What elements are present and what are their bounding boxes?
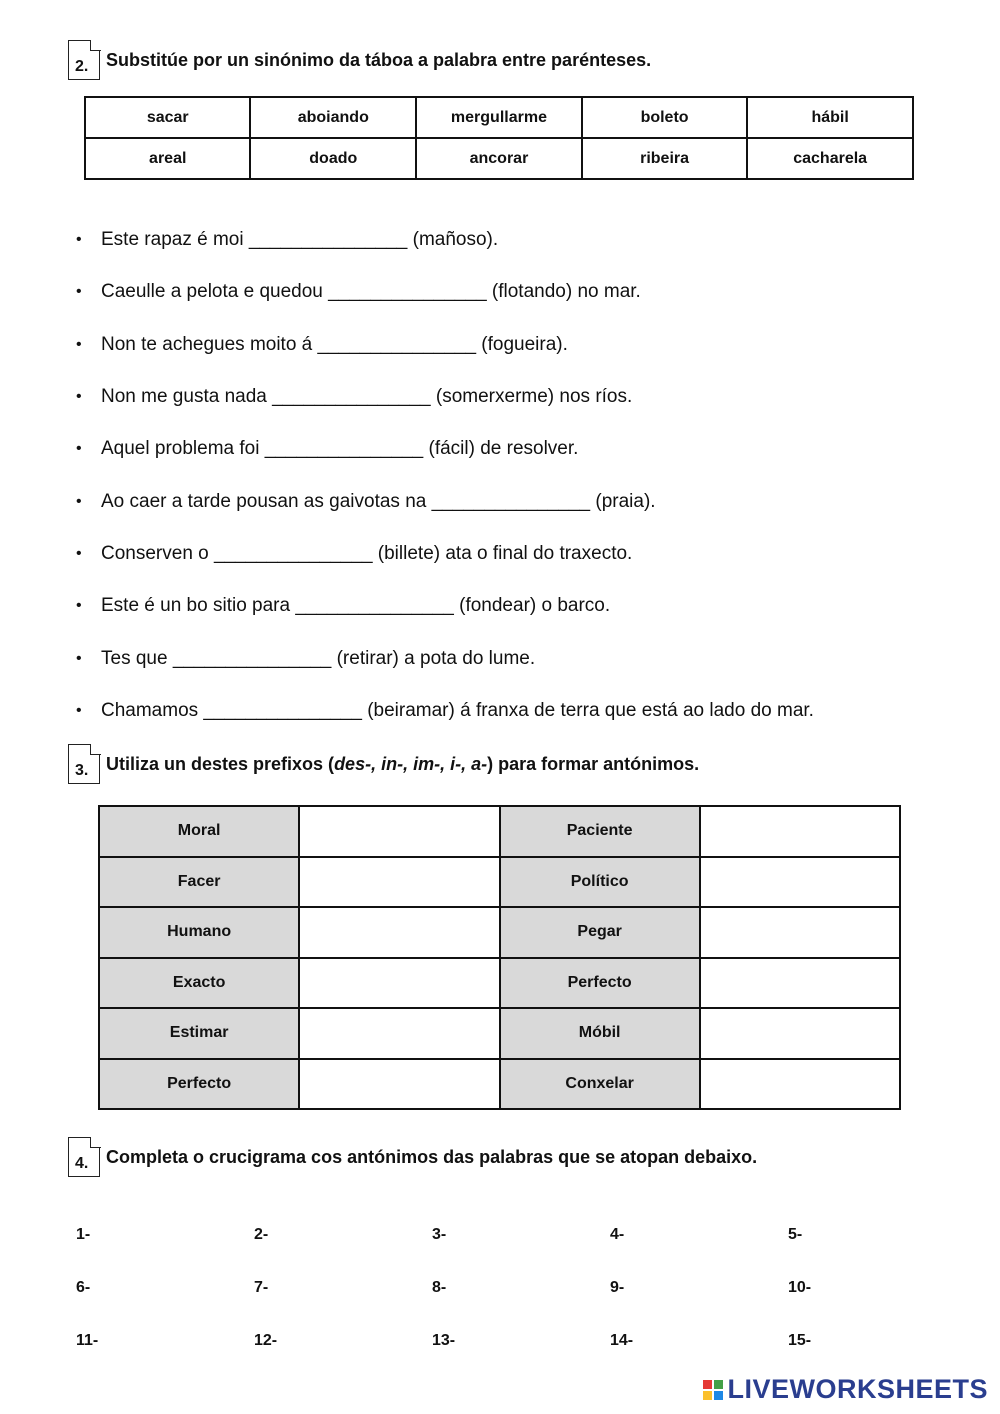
logo-square [714, 1380, 723, 1389]
antonym-answer-field[interactable] [700, 1008, 900, 1059]
antonym-answer-field[interactable] [700, 857, 900, 908]
section-number: 2. [75, 58, 89, 75]
synonym-row [85, 138, 913, 179]
brand-name: LIVEWORKSHEETS [727, 1374, 988, 1404]
section-title [106, 754, 699, 775]
antonym-table [98, 805, 901, 1110]
logo-square [703, 1380, 712, 1389]
crossword-clue-number: 5- [788, 1225, 803, 1243]
antonym-row [99, 857, 900, 908]
antonym-row [99, 806, 900, 857]
logo-square [703, 1391, 712, 1400]
sentence-item [76, 580, 814, 632]
sentence-item [76, 528, 814, 580]
synonym-cell: cacharela [747, 138, 913, 179]
sentence-item [76, 371, 814, 423]
liveworksheets-logo-icon [703, 1380, 723, 1400]
sentence-text: Caeulle a pelota e quedou _______________ (flotando) no mar. [101, 281, 641, 303]
crossword-clue-number: 8- [432, 1278, 447, 1296]
antonym-answer-field[interactable] [299, 806, 499, 857]
antonym-word: Conxelar [500, 1059, 700, 1110]
bullet-icon: • [76, 231, 82, 249]
document-icon [68, 744, 100, 784]
antonym-answer-field[interactable] [700, 958, 900, 1009]
title-prefixes: des-, in-, im-, i-, a- [334, 753, 488, 774]
antonym-word: Estimar [99, 1008, 299, 1059]
bullet-icon: • [76, 649, 82, 667]
crossword-clue-number: 11- [76, 1331, 99, 1349]
sentence-item [76, 685, 814, 737]
antonym-row [99, 958, 900, 1009]
crossword-clue-grid [76, 1208, 966, 1367]
sentence-text: Ao caer a tarde pousan as gaivotas na _______________ (praia). [101, 490, 656, 512]
crossword-clue-number: 4- [610, 1225, 625, 1243]
sentence-list [76, 214, 814, 737]
sentence-item [76, 319, 814, 371]
sentence-text: Non te achegues moito á _______________ (fogueira). [101, 333, 568, 355]
synonym-cell: aboiando [250, 97, 416, 138]
brand-footer[interactable] [703, 1374, 988, 1405]
bullet-icon: • [76, 440, 82, 458]
synonym-cell: hábil [747, 97, 913, 138]
antonym-answer-field[interactable] [299, 857, 499, 908]
crossword-clue-number: 13- [432, 1331, 456, 1349]
antonym-row [99, 1008, 900, 1059]
section-number: 4. [75, 1155, 89, 1172]
sentence-text: Conserven o _______________ (billete) ata o final do traxecto. [101, 542, 633, 564]
antonym-word: Perfecto [99, 1059, 299, 1110]
antonym-row [99, 907, 900, 958]
sentence-item [76, 266, 814, 318]
document-icon [68, 40, 100, 80]
title-text: Utiliza un destes prefixos ( [106, 753, 335, 774]
crossword-clue-number: 14- [610, 1331, 634, 1349]
section-3-heading [68, 744, 699, 784]
antonym-answer-field[interactable] [299, 907, 499, 958]
document-icon [68, 1137, 100, 1177]
antonym-word: Moral [99, 806, 299, 857]
sentence-item [76, 475, 814, 527]
bullet-icon: • [76, 492, 82, 510]
synonym-table [84, 96, 914, 180]
sentence-text: Este rapaz é moi _______________ (mañoso). [101, 229, 499, 251]
antonym-answer-field[interactable] [700, 907, 900, 958]
bullet-icon: • [76, 597, 82, 615]
bullet-icon: • [76, 544, 82, 562]
antonym-word: Humano [99, 907, 299, 958]
section-number: 3. [75, 762, 89, 779]
antonym-word: Móbil [500, 1008, 700, 1059]
bullet-icon: • [76, 335, 82, 353]
crossword-clue-number: 7- [254, 1278, 269, 1296]
antonym-answer-field[interactable] [299, 1008, 499, 1059]
synonym-cell: doado [250, 138, 416, 179]
synonym-cell: sacar [85, 97, 250, 138]
antonym-word: Político [500, 857, 700, 908]
section-2-heading [68, 40, 651, 80]
synonym-cell: ancorar [416, 138, 582, 179]
synonym-cell: ribeira [582, 138, 748, 179]
sentence-item [76, 632, 814, 684]
antonym-word: Exacto [99, 958, 299, 1009]
synonym-cell: areal [85, 138, 250, 179]
bullet-icon: • [76, 701, 82, 719]
synonym-cell: mergullarme [416, 97, 582, 138]
sentence-text: Este é un bo sitio para _______________ (fondear) o barco. [101, 595, 611, 617]
antonym-row [99, 1059, 900, 1110]
sentence-text: Non me gusta nada _______________ (somerxerme) nos ríos. [101, 386, 633, 408]
antonym-answer-field[interactable] [299, 958, 499, 1009]
sentence-text: Tes que _______________ (retirar) a pota do lume. [101, 647, 536, 669]
crossword-clue-number: 6- [76, 1278, 91, 1296]
antonym-word: Pegar [500, 907, 700, 958]
antonym-answer-field[interactable] [700, 1059, 900, 1110]
section-title: Substitúe por un sinónimo da táboa a palabra entre parénteses. [106, 49, 652, 70]
synonym-cell: boleto [582, 97, 748, 138]
section-4-heading [68, 1137, 757, 1177]
title-text: ) para formar antónimos. [487, 753, 700, 774]
antonym-word: Facer [99, 857, 299, 908]
crossword-clue-number: 15- [788, 1331, 812, 1349]
sentence-item [76, 423, 814, 475]
antonym-word: Perfecto [500, 958, 700, 1009]
bullet-icon: • [76, 388, 82, 406]
crossword-clue-number: 10- [788, 1278, 812, 1296]
logo-square [714, 1391, 723, 1400]
antonym-word: Paciente [500, 806, 700, 857]
sentence-text: Chamamos _______________ (beiramar) á franxa de terra que está ao lado do mar. [101, 699, 814, 721]
crossword-clue-number: 12- [254, 1331, 278, 1349]
sentence-text: Aquel problema foi _______________ (fácil) de resolver. [101, 438, 579, 460]
antonym-answer-field[interactable] [299, 1059, 499, 1110]
crossword-clue-number: 2- [254, 1225, 269, 1243]
crossword-clue-number: 9- [610, 1278, 625, 1296]
crossword-clue-number: 3- [432, 1225, 447, 1243]
section-title: Completa o crucigrama cos antónimos das palabras que se atopan debaixo. [106, 1146, 758, 1167]
synonym-row [85, 97, 913, 138]
bullet-icon: • [76, 283, 82, 301]
antonym-answer-field[interactable] [700, 806, 900, 857]
crossword-clue-number: 1- [76, 1225, 91, 1243]
sentence-item [76, 214, 814, 266]
